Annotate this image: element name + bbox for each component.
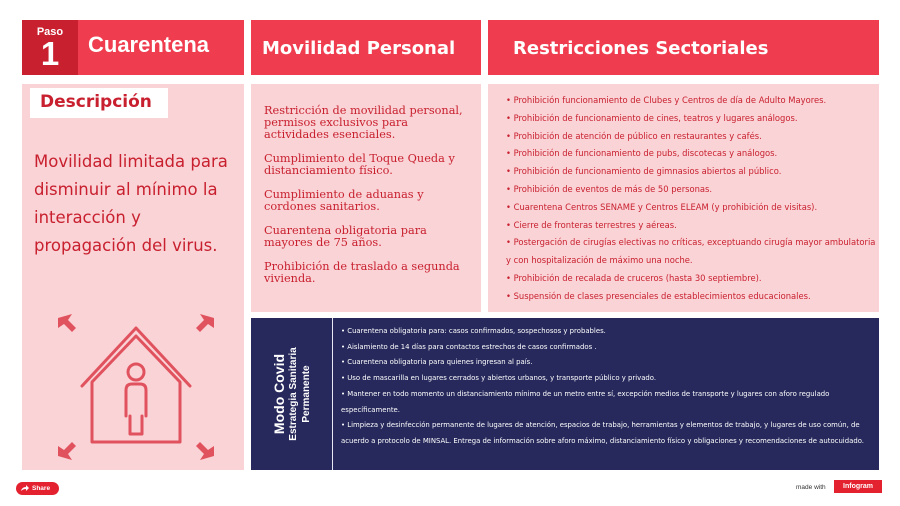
restricciones-list	[506, 92, 876, 306]
step-number: 1	[40, 35, 60, 72]
list-item: Cumplimiento del Toque Queda y distanciamiento físico.	[264, 152, 455, 177]
modo-covid-side	[251, 318, 333, 470]
restricciones-panel	[488, 84, 879, 312]
step-label: Paso	[36, 26, 64, 38]
movilidad-header	[251, 20, 481, 75]
share-label: Share	[32, 485, 51, 492]
list-item: Prohibición de traslado a segunda vivienda.	[264, 260, 460, 285]
list-item: Cumplimiento de aduanas y cordones sanitarios.	[264, 188, 424, 213]
descripcion-panel	[22, 84, 244, 470]
list-item: • Cuarentena obligatoria para: casos confirmados, sospechosos y probables.	[341, 327, 606, 335]
modo-covid-heading	[271, 347, 313, 440]
step-title: Cuarentena	[88, 32, 210, 57]
modo-covid-list	[341, 324, 871, 450]
step-badge	[22, 20, 78, 75]
step-header	[22, 20, 244, 75]
list-item: • Cuarentena obligatoria para quienes ingresan al país.	[341, 358, 533, 367]
share-button[interactable]	[16, 482, 59, 495]
share-icon	[21, 485, 29, 492]
modo-covid-title: Modo Covid	[271, 353, 287, 435]
modo-covid-subtitle-2: Permanente	[301, 365, 312, 423]
infogram-logo[interactable]: Infogram	[834, 480, 882, 493]
list-item: • Uso de mascarilla en lugares cerrados y abiertos urbanos, y transporte público y privado.	[341, 374, 657, 383]
restricciones-title: Restricciones Sectoriales	[513, 38, 769, 59]
list-item: • Prohibición de funcionamiento de pubs, discotecas y análogos.	[506, 148, 778, 159]
list-item: • Limpieza y desinfección permanente de lugares de atención, espacios de trabajo, herramientas y elementos de trabajo, y lugares de uso común, de acuerdo a protocolo de MINSAL. Entrega de información sobre aforo máximo, distanciamiento físico y obligaciones y recomendaciones de autocuidado.	[341, 421, 864, 445]
list-item: • Mantener en todo momento un distanciamiento mínimo de un metro entre sí, excepción medios de transporte y lugares con aforo regulado específicamente.	[341, 389, 830, 414]
modo-covid-subtitle: Estrategia Sanitaria	[288, 347, 299, 441]
restricciones-header	[488, 20, 879, 75]
house-person-icon	[56, 310, 216, 462]
descripcion-text: Movilidad limitada para disminuir al mínimo la interacción y propagación del virus.	[34, 152, 228, 255]
list-item: • Prohibición de eventos de más de 50 personas.	[506, 183, 713, 194]
list-item: • Prohibición funcionamiento de Clubes y Centros de día de Adulto Mayores.	[506, 95, 827, 105]
list-item: • Suspensión de clases presenciales de establecimientos educacionales.	[506, 290, 811, 301]
list-item: • Aislamiento de 14 días para contactos estrechos de casos confirmados .	[341, 342, 597, 351]
list-item: • Cuarentena Centros SENAME y Centros ELEAM (y prohibición de visitas).	[506, 201, 818, 212]
list-item: • Prohibición de funcionamiento de cines, teatros y lugares análogos.	[506, 112, 798, 123]
modo-covid-panel	[251, 318, 879, 470]
list-item: • Prohibición de recalada de cruceros (hasta 30 septiembre).	[506, 272, 762, 283]
list-item: • Prohibición de atención de público en restaurantes y cafés.	[506, 130, 762, 141]
list-item: • Prohibición de funcionamiento de gimnasios abiertos al público.	[506, 166, 782, 177]
descripcion-label: Descripción	[40, 92, 152, 112]
list-item: Cuarentena obligatoria para mayores de 75 años.	[264, 224, 427, 249]
movilidad-panel	[251, 84, 481, 312]
list-item: • Postergación de cirugías electivas no críticas, exceptuando cirugía mayor ambulatoria y con hospitalización de máximo una noche.	[506, 237, 876, 266]
list-item: Restricción de movilidad personal, permisos exclusivos para actividades esenciales.	[264, 104, 463, 141]
list-item: • Cierre de fronteras terrestres y aéreas.	[506, 219, 677, 230]
movilidad-list	[264, 105, 476, 297]
movilidad-title: Movilidad Personal	[262, 38, 456, 59]
made-with-text: made with	[796, 484, 826, 491]
descripcion-tag	[30, 88, 168, 118]
